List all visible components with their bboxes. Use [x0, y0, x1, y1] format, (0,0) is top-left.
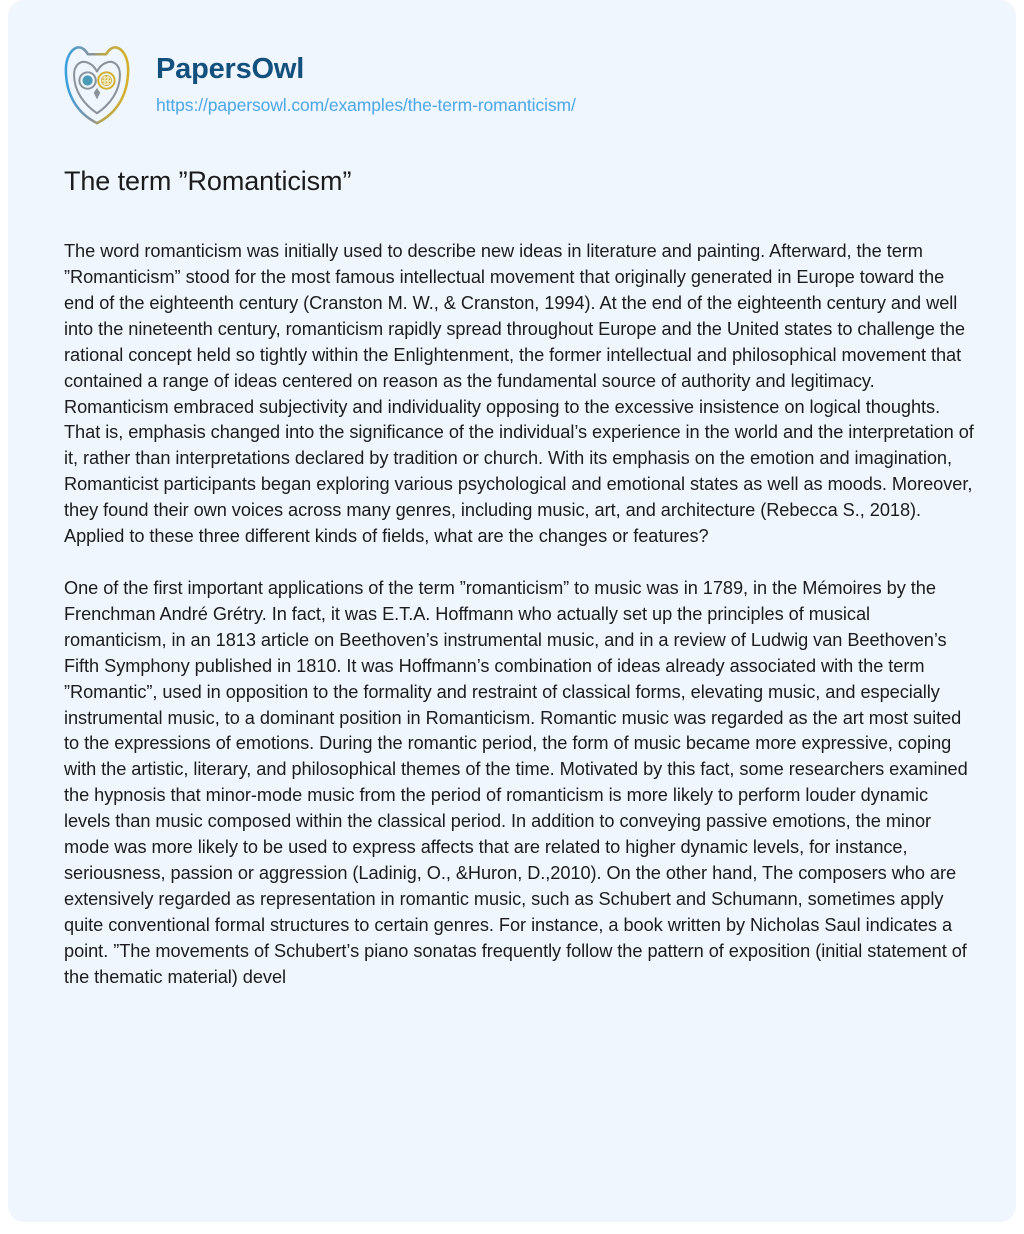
brand-name: PapersOwl — [156, 53, 305, 86]
paragraph-1: The word romanticism was initially used to describe new ideas in literature and painting. Afterward, the term ”Romanticism” stood for the most famous intellectual movement that originally generated in Europe toward the end of the eighteenth century (Cranston M. W., & Cranston, 1994). At the end of the eighteenth century and well into the nineteenth century, romanticism rapidly spread throughout Europe and the United states to challenge the rational concept held so tightly within the Enlightenment, the former intellectual and philosophical movement that contained a range of ideas centered on reason as the fundamental source of authority and legitimacy. Romanticism embraced subjectivity and individuality opposing to the excessive insistence on logical thoughts. That is, emphasis changed into the significance of the individual’s experience in the world and the interpretation of it, rather than interpretations declared by tradition or church. With its emphasis on the emotion and imagination, Romanticist participants began exploring various psychological and emotional states as well as moods. Moreover, they found their own voices across many genres, including music, art, and architecture (Rebecca S., 2018). Applied to these three different kinds of fields, what are the changes or features? — [64, 241, 974, 547]
owl-logo-icon — [56, 42, 138, 128]
page-title: The term ”Romanticism” — [64, 166, 352, 196]
content-card — [8, 0, 1016, 1222]
brand-header — [56, 42, 576, 128]
brand-text-block — [156, 54, 576, 116]
paragraph-2: One of the first important applications of the term ”romanticism” to music was in 1789, in the Mémoires by the Frenchman André Grétry. In fact, it was E.T.A. Hoffmann who actually set up the principles of musical romanticism, in an 1813 article on Beethoven’s instrumental music, and in a review of Ludwig van Beethoven’s Fifth Symphony published in 1810. It was Hoffmann’s combination of ideas already associated with the term ”Romantic”, used in opposition to the formality and restraint of classical forms, elevating music, and especially instrumental music, to a dominant position in Romanticism. Romantic music was regarded as the art most suited to the expressions of emotions. During the romantic period, the form of music became more expressive, coping with the artistic, literary, and philosophical themes of the time. Motivated by this fact, some researchers examined the hypnosis that minor-mode music from the period of romanticism is more likely to perform louder dynamic levels than music composed within the classical period. In addition to conveying passive emotions, the minor mode was more likely to be used to express affects that are related to higher dynamic levels, for instance, seriousness, passion or aggression (Ladinig, O., &Huron, D.,2010). On the other hand, The composers who are extensively regarded as representation in romantic music, such as Schubert and Schumann, sometimes apply quite conventional formal structures to certain genres. For instance, a book written by Nicholas Saul indicates a point. ”The movements of Schubert’s piano sonatas frequently follow the pattern of exposition (initial statement of the thematic material) devel — [64, 577, 968, 987]
document-body — [64, 164, 974, 990]
source-url[interactable]: https://papersowl.com/examples/the-term-romanticism/ — [156, 94, 576, 115]
